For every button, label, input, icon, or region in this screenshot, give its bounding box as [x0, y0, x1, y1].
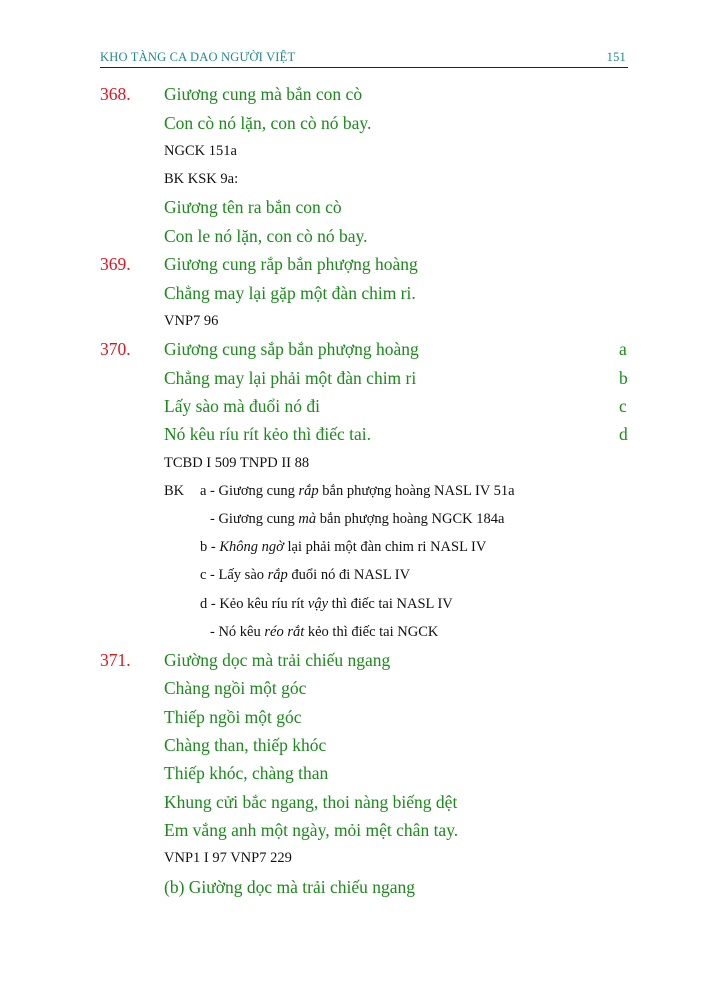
- variant-line: b - Không ngờ lại phải một đàn chim ri NASL IV: [200, 539, 487, 555]
- verse-line: Chàng ngồi một góc: [164, 678, 307, 698]
- source-reference: BK KSK 9a:: [164, 171, 239, 187]
- verse-line: Thiếp ngồi một góc: [164, 707, 302, 727]
- verse-line: Khung cửi bắc ngang, thoi nàng biếng dệt: [164, 792, 458, 812]
- verse-tag: d: [619, 424, 628, 444]
- verse-line: Nó kêu ríu rít kẻo thì điếc tai.: [164, 424, 372, 444]
- variant-line: c - Lấy sào rắp đuổi nó đi NASL IV: [200, 567, 411, 583]
- verse-tag: c: [619, 396, 627, 416]
- source-reference: NGCK 151a: [164, 143, 237, 159]
- variant-line: - Nó kêu réo rắt kẻo thì điếc tai NGCK: [210, 624, 439, 640]
- entry-number-369: 369.: [100, 254, 131, 274]
- verse-line: Giương cung sắp bắn phượng hoàng: [164, 339, 419, 359]
- variant-line: a - Giương cung rắp bắn phượng hoàng NASL IV 51a: [200, 483, 515, 499]
- source-reference: TCBD I 509 TNPD II 88: [164, 455, 310, 471]
- variant-verse-line: Con le nó lặn, con cò nó bay.: [164, 226, 368, 246]
- book-title: KHO TÀNG CA DAO NGƯỜI VIỆT: [100, 50, 296, 64]
- verse-line: Giường dọc mà trải chiếu ngang: [164, 650, 391, 670]
- verse-line: Chẳng may lại phải một đàn chim ri: [164, 368, 417, 388]
- verse-line: Giương cung mà bắn con cò: [164, 84, 363, 104]
- variant-label: BK: [164, 483, 185, 499]
- verse-tag: a: [619, 339, 627, 359]
- verse-line: Thiếp khóc, chàng than: [164, 763, 329, 783]
- verse-line: Con cò nó lặn, con cò nó bay.: [164, 113, 372, 133]
- entry-number-370: 370.: [100, 339, 131, 359]
- entry-number-371: 371.: [100, 650, 131, 670]
- page-number: 151: [606, 50, 626, 64]
- page-header: [100, 48, 628, 68]
- variant-verse-line: Giương tên ra bắn con cò: [164, 197, 342, 217]
- verse-tag: b: [619, 368, 628, 388]
- verse-line: Giương cung rắp bắn phượng hoàng: [164, 254, 418, 274]
- entry-number-368: 368.: [100, 84, 131, 104]
- variant-line: d - Kẻo kêu ríu rít vậy thì điếc tai NASL IV: [200, 596, 453, 612]
- source-reference: VNP1 I 97 VNP7 229: [164, 850, 292, 866]
- verse-line: Chàng than, thiếp khóc: [164, 735, 327, 755]
- variant-verse-line: (b) Giường dọc mà trải chiếu ngang: [164, 877, 416, 897]
- verse-line: Chẳng may lại gặp một đàn chim ri.: [164, 283, 416, 303]
- variant-line: - Giương cung mà bắn phượng hoàng NGCK 184a: [210, 511, 505, 527]
- verse-line: Lấy sào mà đuổi nó đi: [164, 396, 321, 416]
- source-reference: VNP7 96: [164, 313, 219, 329]
- verse-line: Em vắng anh một ngày, mỏi mệt chân tay.: [164, 820, 459, 840]
